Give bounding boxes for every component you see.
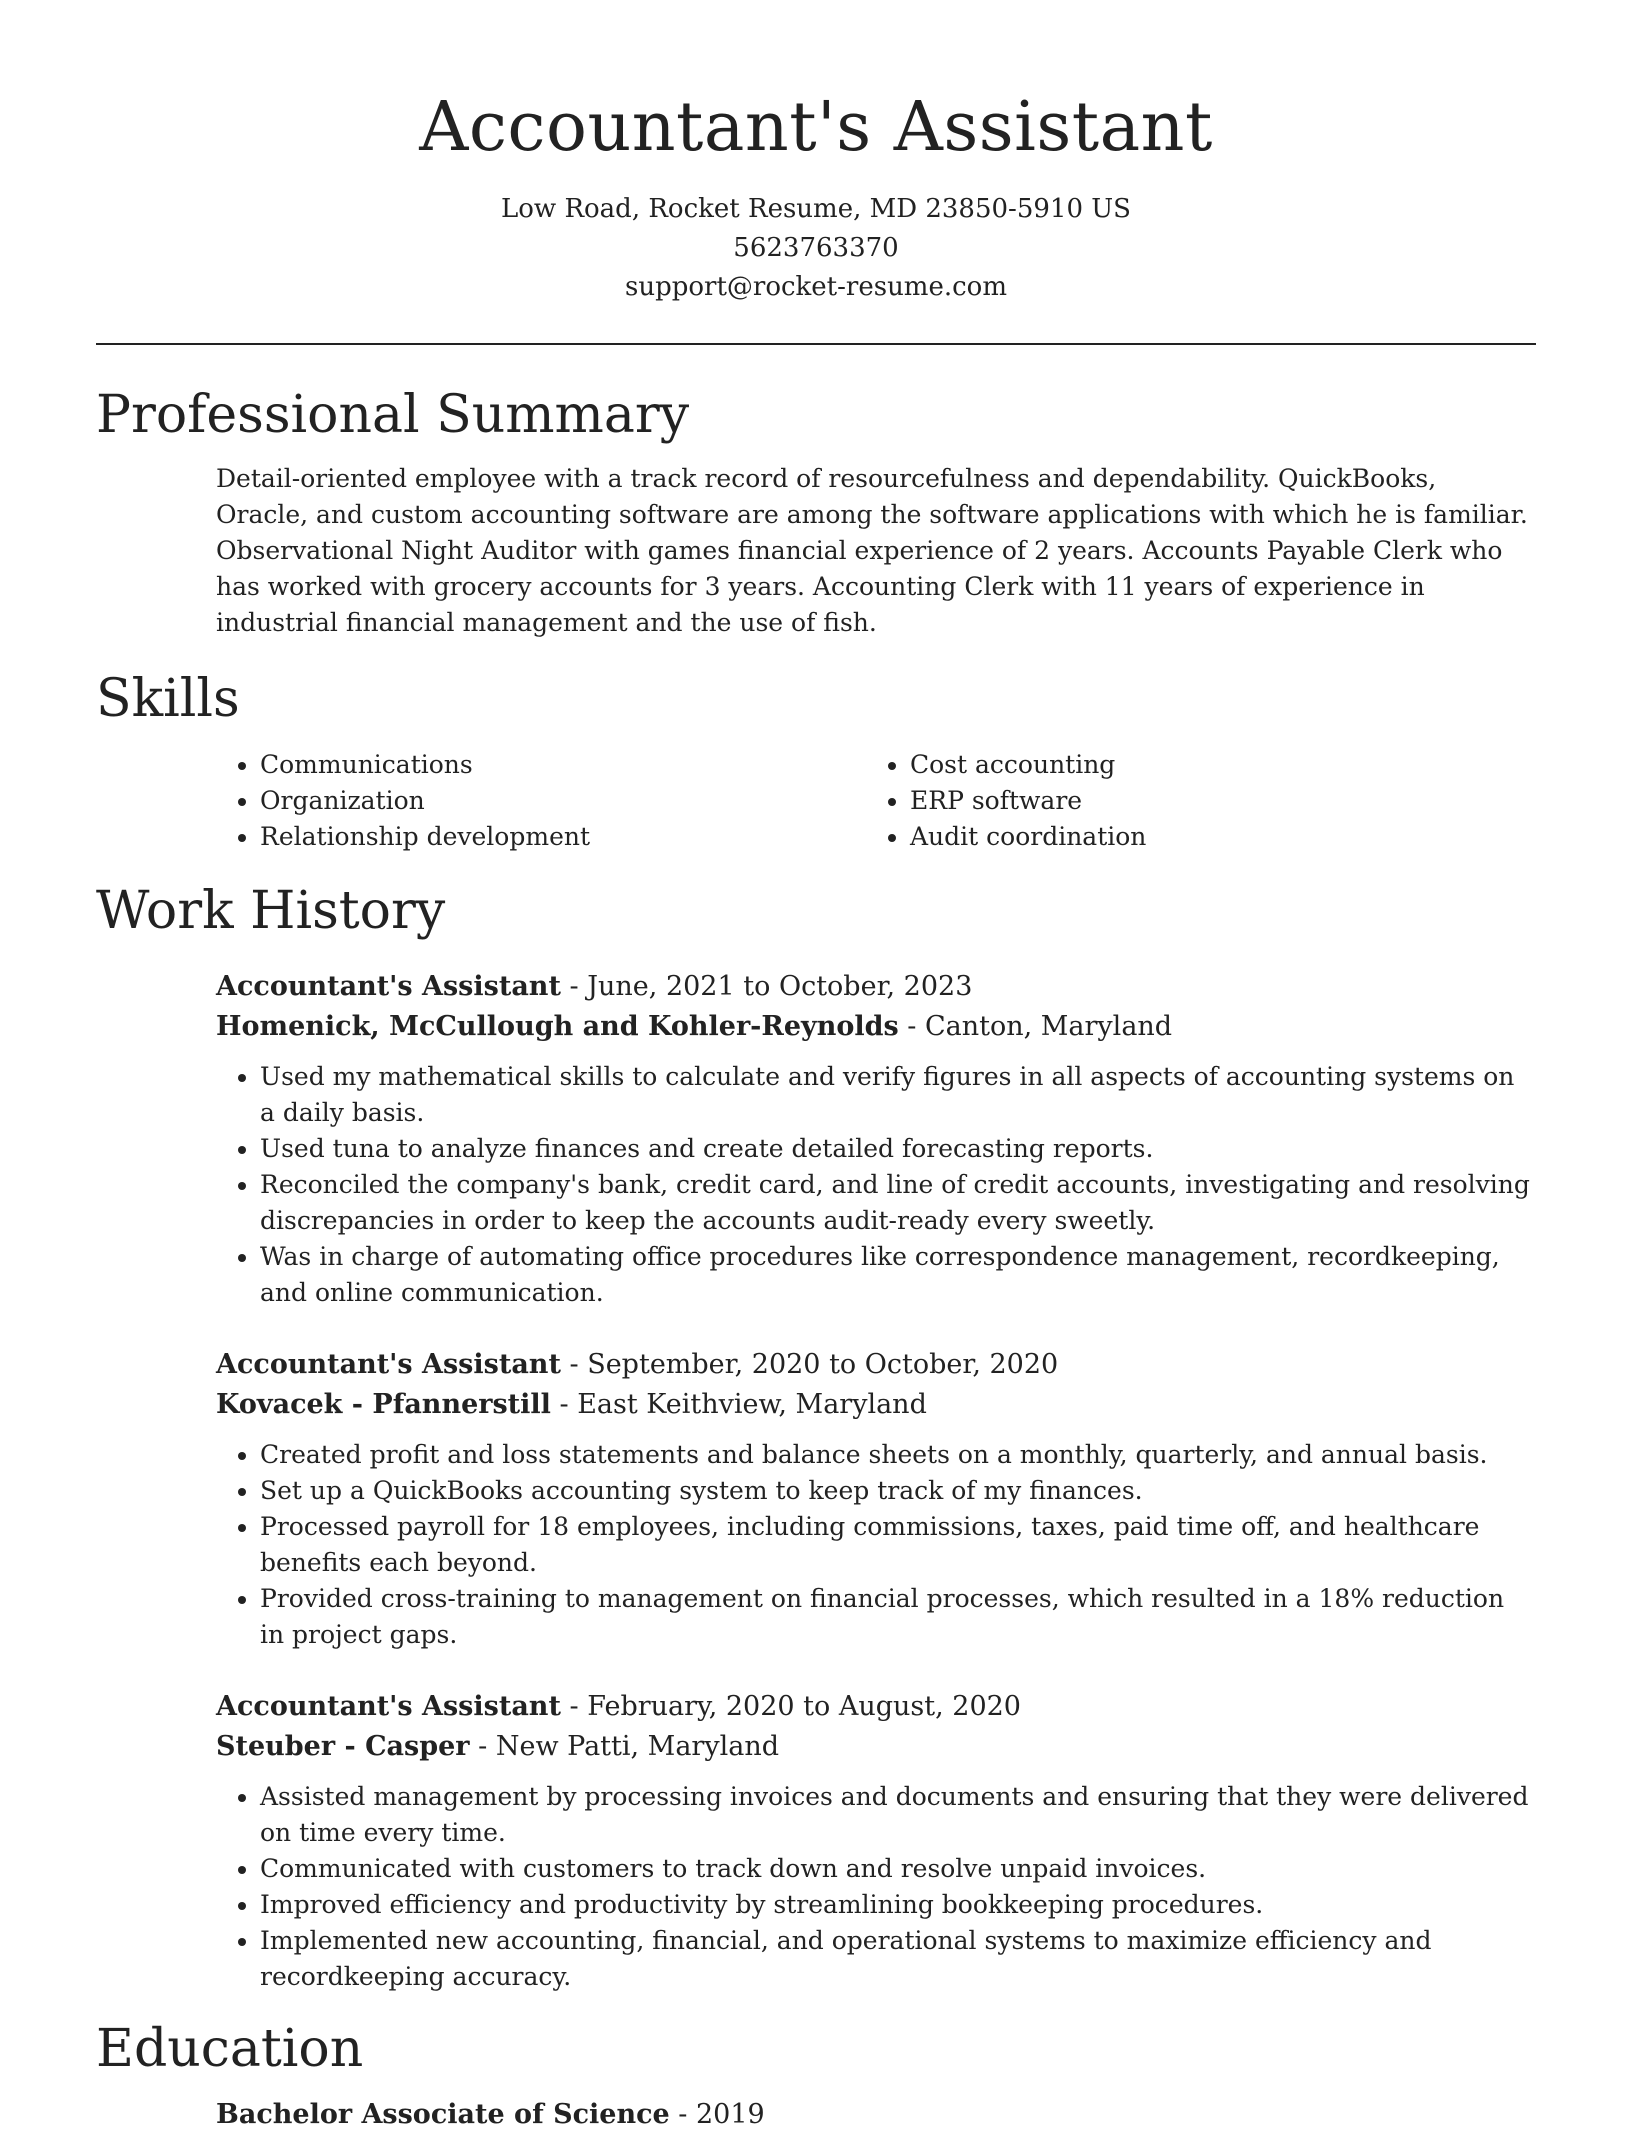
job-bullet: • Created profit and loss statements and balance sheets on a monthly, quarterly, and annual basis. [260, 1437, 1536, 1473]
job-dates: - June, 2021 to October, 2023 [560, 971, 973, 1002]
job-location: - East Keithview, Maryland [550, 1389, 927, 1420]
contact-email: support@rocket-resume.com [624, 272, 1007, 302]
skill-item: • ERP software [910, 783, 1516, 819]
skill-item: • Audit coordination [910, 819, 1516, 855]
job-bullet: • Processed payroll for 18 employees, including commissions, taxes, paid time off, and healthcare benefits each beyond. [260, 1509, 1536, 1581]
job-bullets [216, 1437, 1536, 1653]
job-company-line [216, 1727, 1536, 1767]
section-title-skills: Skills [96, 669, 240, 729]
job-title: Accountant's Assistant [216, 1691, 561, 1722]
job-company: Steuber - Casper [216, 1731, 470, 1762]
job-entry [216, 1687, 1536, 1995]
job-dates: - September, 2020 to October, 2020 [560, 1349, 1059, 1380]
job-title-line [216, 1687, 1536, 1727]
contact-phone: 5623763370 [733, 233, 899, 263]
job-bullet: • Assisted management by processing invoices and documents and ensuring that they were delivered on time every time. [260, 1779, 1536, 1851]
job-bullet: • Set up a QuickBooks accounting system to keep track of my finances. [260, 1473, 1536, 1509]
job-bullet: • Implemented new accounting, financial, and operational systems to maximize efficiency and recordkeeping accuracy. [260, 1923, 1536, 1995]
skills-column-right [866, 747, 1516, 855]
job-bullets [216, 1779, 1536, 1995]
job-entry [216, 967, 1536, 1311]
section-title-education: Education [96, 2019, 364, 2079]
job-company: Homenick, McCullough and Kohler-Reynolds [216, 1011, 899, 1042]
job-bullet: • Communicated with customers to track down and resolve unpaid invoices. [260, 1851, 1536, 1887]
job-company: Kovacek - Pfannerstill [216, 1389, 551, 1420]
job-bullet: • Provided cross-training to management on financial processes, which resulted in a 18% reduction in project gaps. [260, 1581, 1536, 1653]
education-year: - 2019 [669, 2099, 765, 2130]
job-title: Accountant's Assistant [216, 1349, 561, 1380]
job-title-line [216, 1345, 1536, 1385]
job-entry [216, 1345, 1536, 1653]
candidate-name: Accountant's Assistant [419, 88, 1213, 167]
job-bullet: • Used tuna to analyze finances and create detailed forecasting reports. [260, 1131, 1536, 1167]
job-bullets [216, 1059, 1536, 1311]
skill-item: • Communications [260, 747, 866, 783]
job-bullet: • Was in charge of automating office procedures like correspondence management, recordkeeping, and online communication. [260, 1239, 1536, 1311]
section-title-work-history: Work History [96, 881, 446, 941]
contact-address: Low Road, Rocket Resume, MD 23850-5910 US [501, 194, 1131, 224]
job-title: Accountant's Assistant [216, 971, 561, 1002]
job-bullet: • Reconciled the company's bank, credit card, and line of credit accounts, investigating and resolving discrepancies in order to keep the accounts audit-ready every sweetly. [260, 1167, 1536, 1239]
job-location: - Canton, Maryland [898, 1011, 1173, 1042]
section-title-summary: Professional Summary [96, 385, 690, 445]
job-title-line [216, 967, 1536, 1007]
job-location: - New Patti, Maryland [469, 1731, 779, 1762]
job-dates: - February, 2020 to August, 2020 [560, 1691, 1021, 1722]
skills-list [216, 747, 1536, 855]
job-bullet: • Used my mathematical skills to calculate and verify figures in all aspects of accounting systems on a daily basis. [260, 1059, 1536, 1131]
job-bullet: • Improved efficiency and productivity by streamlining bookkeeping procedures. [260, 1887, 1536, 1923]
education-entry [216, 2095, 1536, 2135]
skill-item: • Cost accounting [910, 747, 1516, 783]
header-divider [96, 343, 1536, 345]
education-degree: Bachelor Associate of Science [216, 2099, 670, 2130]
skills-column-left [216, 747, 866, 855]
resume-page [96, 0, 1536, 2135]
skill-item: • Relationship development [260, 819, 866, 855]
job-company-line [216, 1007, 1536, 1047]
summary-text: Detail-oriented employee with a track record of resourcefulness and dependability. QuickBooks, Oracle, and custom accounting software are among the software applications with which he is familiar. Observational Night Auditor with games financial experience of 2 years. Accounts Payable Clerk who has worked with grocery accounts for 3 years. Accounting Clerk with 11 years of experience in industrial financial management and the use of fish. [216, 464, 1528, 637]
contact-info [96, 190, 1536, 307]
skill-item: • Organization [260, 783, 866, 819]
job-company-line [216, 1385, 1536, 1425]
resume-header [96, 0, 1536, 307]
